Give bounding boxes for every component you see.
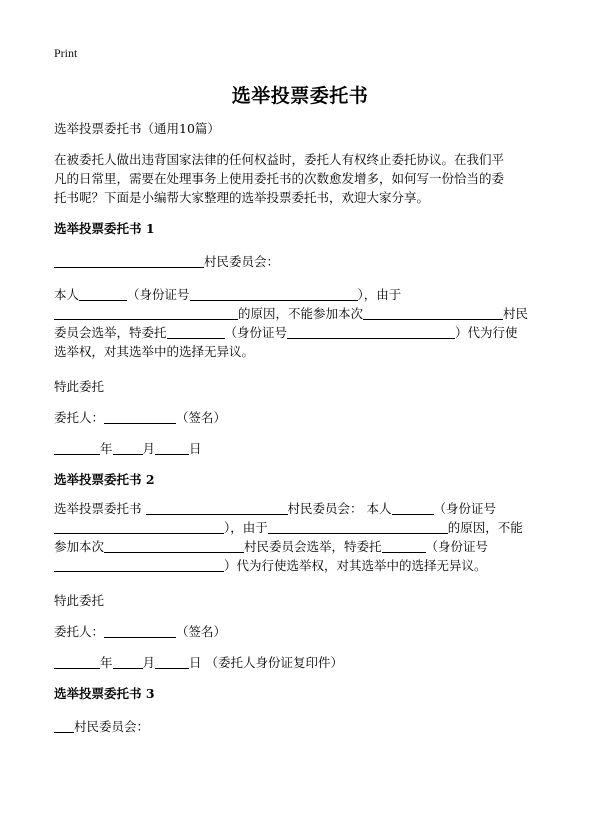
section-heading: 选举投票委托书 2: [54, 472, 155, 487]
blank-line: [104, 539, 244, 553]
page-title: 选举投票委托书: [231, 85, 369, 107]
blank-line: [167, 325, 225, 339]
blank-line: [287, 325, 455, 339]
blank-line: [190, 287, 358, 301]
print-link[interactable]: Print: [54, 46, 78, 60]
intro-line: 托书呢？下面是小编帮大家整理的选举投票委托书，欢迎大家分享。: [54, 190, 430, 205]
special-note: 特此委托: [54, 379, 105, 394]
intro-subtitle: 选举投票委托书（通用10篇）: [54, 121, 220, 136]
document-body: [54, 119, 554, 736]
blank-line: [146, 501, 288, 515]
section2-paragraph: 选举投票委托书 村民委员会： 本人 （身份证号 ），由于 的原因，不能 参加本次 村民委员会选举，特委托 （身份证号 ）代为行使选举权，对其选举中的选择无异议。: [54, 501, 523, 573]
blank-line: [54, 520, 224, 534]
blank-line: [54, 306, 238, 320]
addressee-text: 村民委员会：: [204, 254, 280, 269]
signature-line: 委托人： （签名）: [54, 624, 227, 639]
intro-line: 凡的日常里，需要在处理事务上使用委托书的次数愈发增多，如何写一份恰当的委: [54, 171, 505, 186]
blank-line: [54, 441, 100, 455]
blank-line: [392, 501, 434, 515]
blank-line: [113, 655, 143, 669]
intro-line: 在被委托人做出违背国家法律的任何权益时，委托人有权终止委托协议。在我们平: [54, 152, 505, 167]
blank-line: [113, 441, 143, 455]
blank-line: [54, 719, 74, 733]
section1-paragraph: 本人 （身份证号 ），由于 的原因，不能参加本次 村民 委员会选举，特委托 （身份证号 ）代为行使 选举权，对其选举中的选择无异议。: [54, 287, 529, 359]
blank-line: [54, 655, 100, 669]
date-line: 年 月 日 （委托人身份证复印件）: [54, 653, 554, 672]
blank-line: [104, 410, 176, 424]
blank-line: [382, 539, 426, 553]
blank-line: [54, 254, 204, 268]
blank-line: [268, 520, 448, 534]
section-heading: 选举投票委托书 1: [54, 221, 155, 236]
blank-line: [54, 558, 224, 572]
special-note: 特此委托: [54, 593, 105, 608]
blank-line: [79, 287, 127, 301]
addressee-line: 村民委员会：: [54, 717, 554, 736]
intro-paragraph: [54, 150, 554, 207]
addressee-line: [54, 252, 554, 271]
signature-line: 委托人： （签名）: [54, 410, 227, 425]
blank-line: [155, 655, 189, 669]
blank-line: [104, 624, 176, 638]
blank-line: [363, 306, 503, 320]
section-heading: 选举投票委托书 3: [54, 686, 155, 701]
date-line: 年 月 日: [54, 439, 554, 458]
blank-line: [155, 441, 189, 455]
